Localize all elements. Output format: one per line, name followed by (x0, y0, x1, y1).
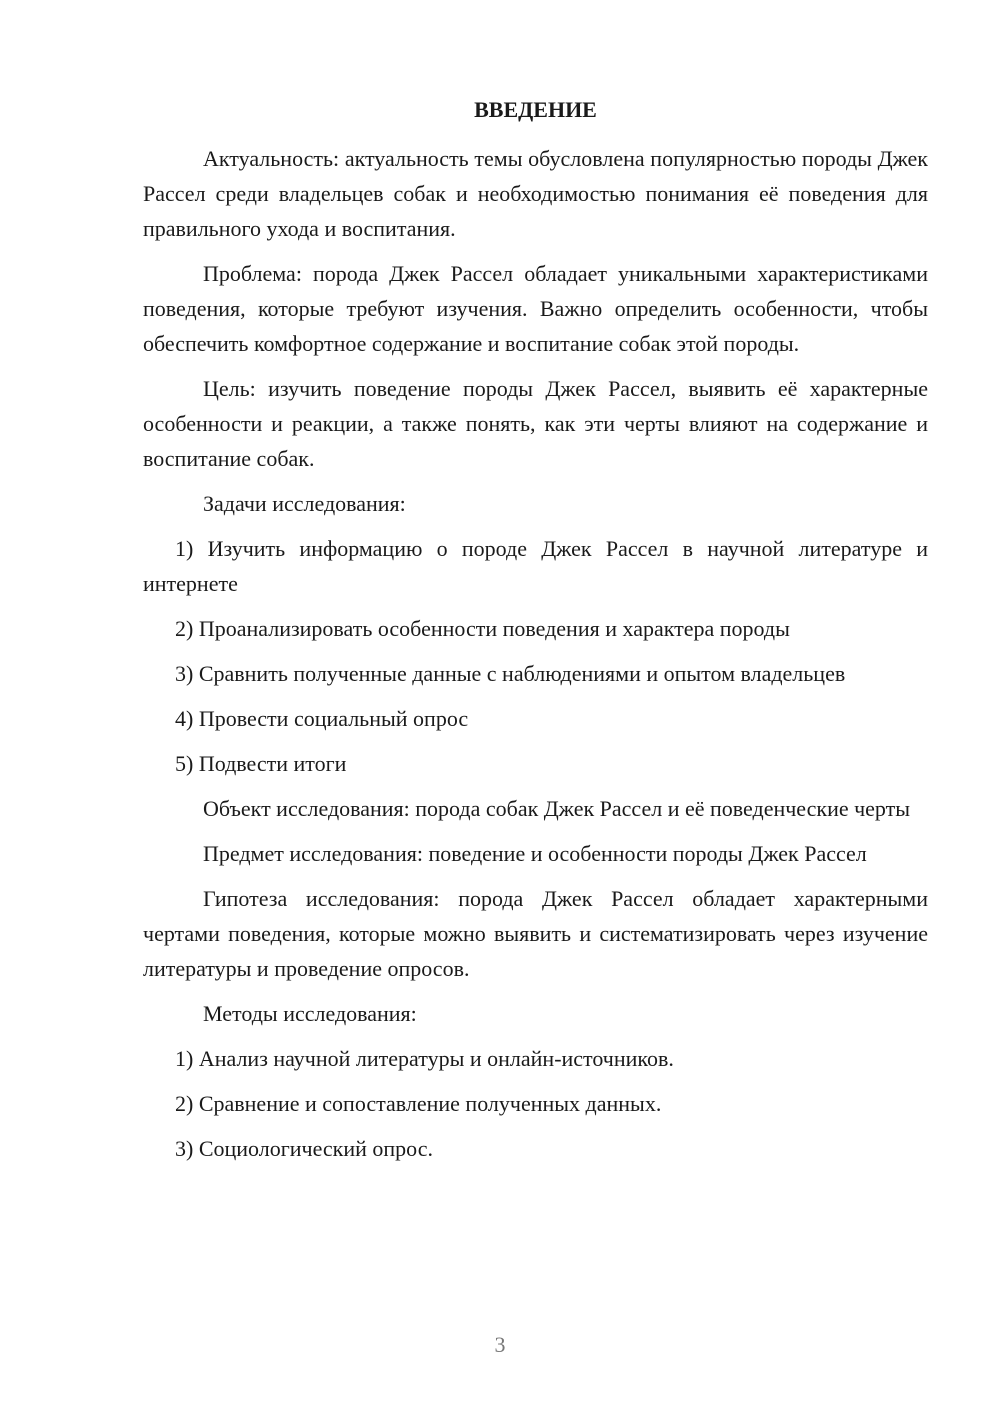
methods-heading: Методы исследования: (203, 1001, 417, 1026)
task-item: 4) Провести социальный опрос (175, 706, 469, 731)
method-item: 3) Социологический опрос. (175, 1136, 433, 1161)
subject-paragraph: Предмет исследования: поведение и особенности породы Джек Рассел (203, 841, 867, 866)
tasks-heading: Задачи исследования: (203, 491, 406, 516)
task-item: 5) Подвести итоги (175, 751, 347, 776)
hypothesis-paragraph: Гипотеза исследования: порода Джек Рассел обладает характерными чертами поведения, которые можно выявить и систематизировать через изучение литературы и проведение опросов. (143, 886, 928, 981)
method-item: 2) Сравнение и сопоставление полученных данных. (175, 1091, 662, 1116)
method-item: 1) Анализ научной литературы и онлайн-источников. (175, 1046, 674, 1071)
page-number: 3 (494, 1332, 506, 1357)
goal-paragraph: Цель: изучить поведение породы Джек Рассел, выявить её характерные особенности и реакции, а также понять, как эти черты влияют на содержание и воспитание собак. (143, 376, 928, 471)
document-page (143, 92, 928, 1176)
task-item: 1) Изучить информацию о породе Джек Рассел в научной литературе и интернете (143, 536, 928, 596)
section-title: ВВЕДЕНИЕ (474, 97, 597, 122)
problem-paragraph: Проблема: порода Джек Рассел обладает уникальными характеристиками поведения, которые требуют изучения. Важно определить особенности, чтобы обеспечить комфортное содержание и воспитание собак этой породы. (143, 261, 928, 356)
object-paragraph: Объект исследования: порода собак Джек Рассел и её поведенческие черты (203, 796, 911, 821)
task-item: 3) Сравнить полученные данные с наблюдениями и опытом владельцев (175, 661, 846, 686)
relevance-paragraph: Актуальность: актуальность темы обусловлена популярностью породы Джек Рассел среди владельцев собак и необходимостью понимания её поведения для правильного ухода и воспитания. (143, 146, 928, 241)
task-item: 2) Проанализировать особенности поведения и характера породы (175, 616, 790, 641)
